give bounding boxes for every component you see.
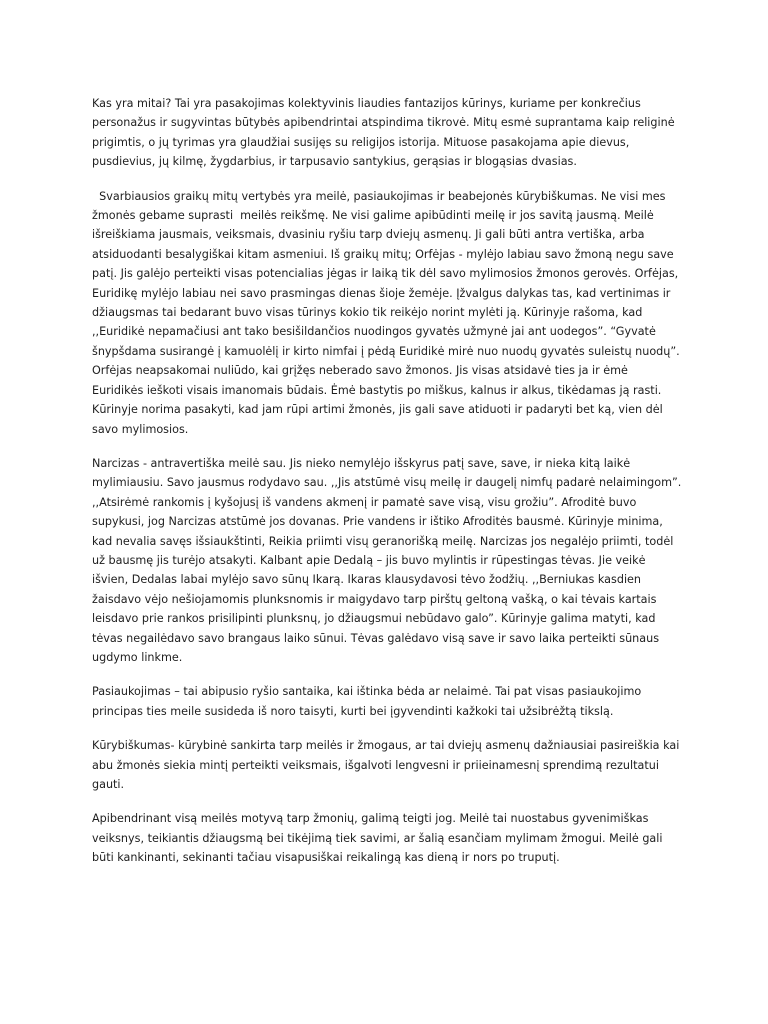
document-body: [92, 94, 682, 883]
paragraph-intro: Kas yra mitai? Tai yra pasakojimas kolektyvinis liaudies fantazijos kūrinys, kuriame per konkrečius personažus ir sugyvintas būtybės apibendrintai atspindima tikrovė. Mitų esmė suprantama kaip religinė prigimtis, o jų tyrimas yra glaudžiai susijęs su religijos istorija. Mituose pasakojama apie dievus, pusdievius, jų kilmę, žygdarbius, ir tarpusavio santykius, gerąsias ir blogąsias dvasias.: [92, 97, 675, 169]
paragraph-conclusion: Apibendrinant visą meilės motyvą tarp žmonių, galimą teigti jog. Meilė tai nuostabus gyvenimiškas veiksnys, teikiantis džiaugsmą bei tikėjimą tiek savimi, ar šalią esančiam mylimam žmogui. Meilė gali būti kankinanti, sekinanti tačiau visapusiškai reikalingą kas dieną ir nors po truputį.: [92, 812, 663, 865]
paragraph-values-orfejas: Svarbiausios graikų mitų vertybės yra meilė, pasiaukojimas ir beabejonės kūrybiškumas. Ne visi mes žmonės gebame suprasti meilės reikšmę. Ne visi galime apibūdinti meilę ir jos savitą jausmą. Meilė išreiškiama jausmais, veiksmais, dvasiniu ryšiu tarp dviejų asmenų. Ji gali būti antra vertiška, arba atsiduodanti besalygiškai kitam asmeniui. Iš graikų mitų; Orfėjas - mylėjo labiau savo žmoną negu save patį. Jis galėjo perteikti visas potencialias jėgas ir laiką tik dėl savo mylimosios žmonos gerovės. Orfėjas, Euridikę mylėjo labiau nei savo prasmingas dienas šioje žemėje. Įžvalgus dalykas tas, kad vertinimas ir džiaugsmas tai bedarant buvo visas tūrinys kokio tik reikėjo norint mylėti ją. Kūrinyje rašoma, kad ,,Euridikė nepamačiusi ant tako besišildančios nuodingos gyvatės užmynė jai ant uodegos”. “Gyvatė šnypšdama susirangė į kamuolėlį ir kirto nimfai į pėdą Euridikė mirė nuo nuodų gyvatės suleistų nuodų”. Orfėjas neapsakomai nuliūdo, kai grįžęs neberado savo žmonos. Jis visas atsidavė ties ja ir ėmė Euridikės ieškoti visais imanomais būdais. Ėmė bastytis po miškus, kalnus ir alkus, tikėdamas ją rasti. Kūrinyje norima pasakyti, kad jam rūpi artimi žmonės, jis gali save atiduoti ir padaryti bet ką, vien dėl savo mylimosios.: [92, 189, 684, 436]
paragraph-pasiaukojimas: Pasiaukojimas – tai abipusio ryšio santaika, kai ištinka bėda ar nelaimė. Tai pat visas pasiaukojimo principas ties meile susideda iš noro taisyti, kurti bei įgyvendinti kažkoki tai užsibrėžtą tikslą.: [92, 685, 642, 718]
paragraph-narcizas-dedalas: Narcizas - antravertiška meilė sau. Jis nieko nemylėjo išskyrus patį save, save, ir nieka kitą laikė mylimiausiu. Savo jausmus rodydavo sau. ,,Jis atstūmė visų meilę ir daugelį nimfų padarė nelaimingom”. ,,Atsirėmė rankomis į kyšojusį iš vandens akmenį ir pamatė save visą, visu grožiu”. Afroditė buvo supykusi, jog Narcizas atstūmė jos dovanas. Prie vandens ir ištiko Afroditės bausmė. Kūrinyje minima, kad nevalia savęs išsiaukštinti, Reikia priimti visų geranorišką meilę. Narcizas jos negalėjo priimti, todėl už bausmę jis turėjo atsakyti. Kalbant apie Dedalą – jis buvo mylintis ir rūpestingas tėvas. Jie veikė išvien, Dedalas labai mylėjo savo sūnų Ikarą. Ikaras klausydavosi tėvo žodžių. ,,Berniukas kasdien žaisdavo vėjo nešiojamomis plunksnomis ir maigydavo tarp pirštų geltoną vašką, o kai tėvais kartais leisdavo prie rankos prisilipinti plunksnų, jo džiaugsmui nebūdavo galo”. Kūrinyje galima matyti, kad tėvas negailėdavo savo brangaus laiko sūnui. Tėvas galėdavo visą save ir savo laika perteikti sūnaus ugdymo linkme.: [92, 456, 682, 664]
paragraph-kurybiskumas: Kūrybiškumas- kūrybinė sankirta tarp meilės ir žmogaus, ar tai dviejų asmenų dažniausiai pasireiškia kai abu žmonės siekia mintį perteikti veiksmais, išgalvoti lengvesni ir priieinamesnį sprendimą rezultatui gauti.: [92, 739, 680, 791]
